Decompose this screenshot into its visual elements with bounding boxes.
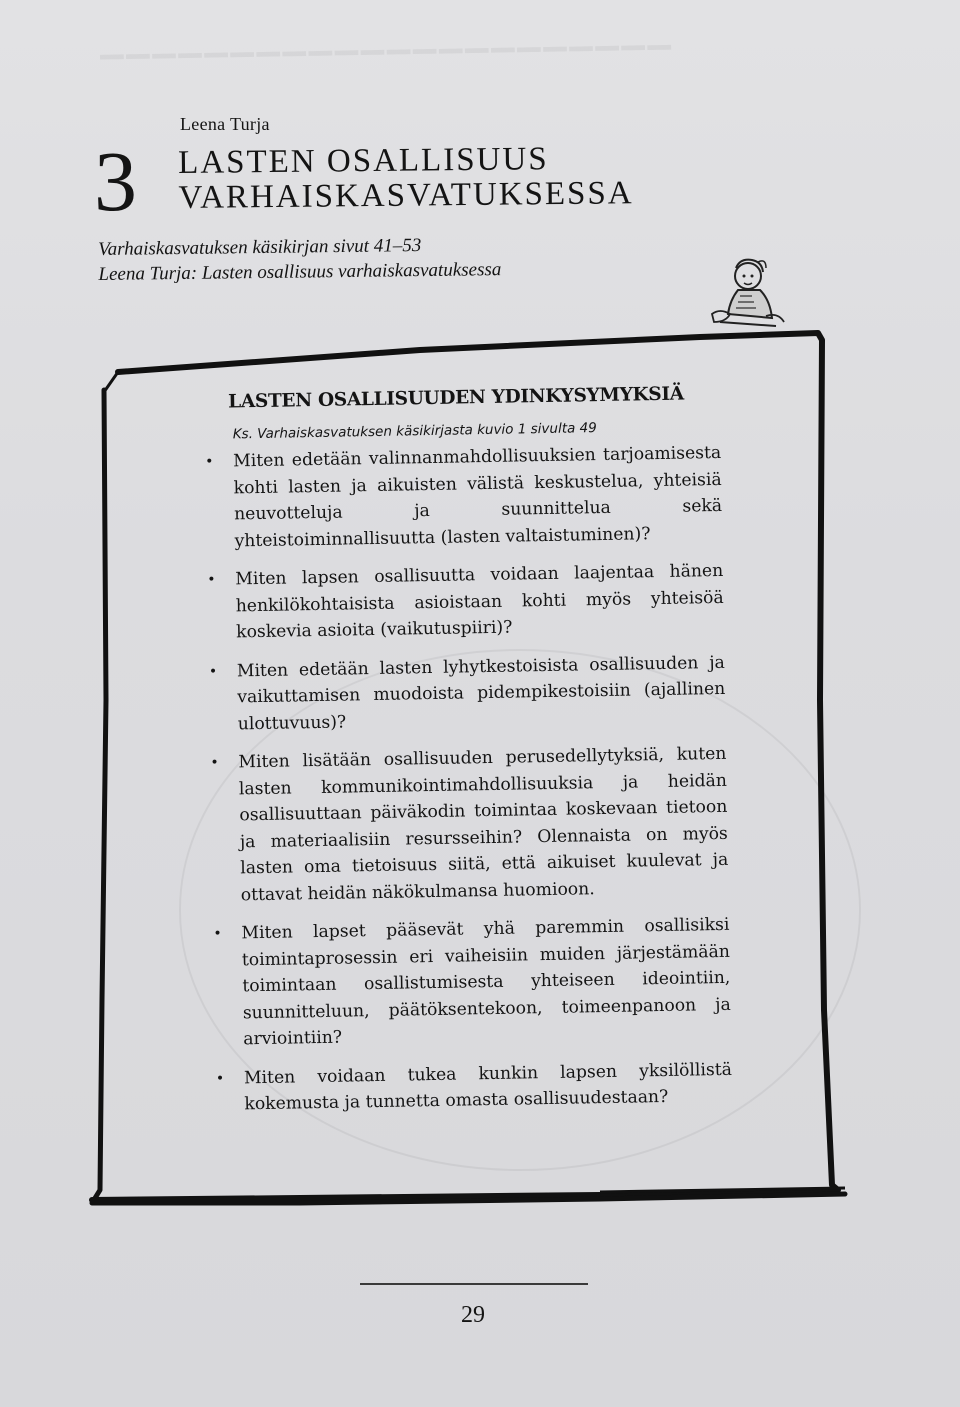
- chapter-title-line: LASTEN OSALLISUUS: [177, 141, 549, 181]
- page-number: 29: [461, 1302, 485, 1328]
- list-item: [206, 741, 729, 909]
- question-text: Miten lapset pääsevät yhä paremmin osallisiksi toimintaprosessin eri vaiheisiin muiden järjestämään toimintaan osallistumisesta yhteiseen ideointiin, suunnitteluun, päätöksentekoon, toimeenpanoon ja arviointiin?: [241, 914, 731, 1050]
- reference-line: Leena Turja: Lasten osallisuus varhaiskasvatuksessa: [98, 258, 502, 285]
- bullet: •: [207, 571, 216, 588]
- question-text: Miten voidaan tukea kunkin lapsen yksilöllistä kokemusta ja tunnetta omasta osallisuudestaan?: [243, 1059, 733, 1115]
- question-text: Miten edetään valinnanmahdollisuuksien tarjoamisesta kohti lasten ja aikuisten välistä keskustelua, yhteisiä neuvotteluja ja suunnittelua sekä yhteistoiminnallisuutta (lasten valtaistuminen)?: [233, 442, 723, 551]
- child-drawing-icon: [700, 256, 790, 334]
- chapter-number: 3: [94, 133, 137, 229]
- box-subtitle: Ks. Varhaiskasvatuksen käsikirjasta kuvio 1 sivulta 49: [232, 420, 597, 443]
- list-item: [209, 912, 731, 1054]
- bullet: •: [210, 754, 219, 771]
- footer-rule: [360, 1283, 588, 1285]
- author-name: Leena Turja: [180, 114, 270, 134]
- list-item: [201, 440, 723, 555]
- bullet: •: [215, 1070, 225, 1087]
- bullet: •: [208, 663, 218, 680]
- bullet: •: [205, 453, 214, 470]
- question-text: Miten lapsen osallisuutta voidaan laajentaa hänen henkilökohtaisista asioistaan kohti myös yhteisöä koskevia asioita (vaikutuspiiri)?: [235, 560, 724, 643]
- question-list: [201, 440, 733, 1118]
- question-text: Miten lisätään osallisuuden perusedellytyksiä, kuten lasten kommunikointimahdollisuuksia ja heidän osallisuuttaan päiväkodin toimintaa koskevaan tietoon ja materiaalisiin resursseihin? Olennaista on myös lasten oma tietoisuus siitä, että aikuiset kuulevat ja ottavat heidän näkökulmansa huomioon.: [238, 743, 729, 905]
- reference-line: Varhaiskasvatuksen käsikirjan sivut 41–53: [98, 235, 422, 260]
- box-title: LASTEN OSALLISUUDEN YDINKYSYMYKSIÄ: [227, 383, 684, 413]
- question-text: Miten edetään lasten lyhytkestoisista osallisuuden ja vaikuttamisen muodoista pidempikestoisiin (ajallinen ulottuvuus)?: [236, 652, 726, 734]
- list-item: [205, 649, 726, 738]
- list-item: [212, 1056, 733, 1118]
- chapter-title: [178, 141, 634, 215]
- bullet: •: [213, 925, 222, 942]
- reference-block: [98, 233, 501, 287]
- chapter-title-line: VARHAISKASVATUKSESSA: [178, 174, 634, 216]
- questions-box: [200, 383, 733, 1130]
- list-item: [203, 558, 724, 647]
- show-through-texture: ▁▁▁▁▁▁▁▁▁▁▁▁▁▁▁▁▁▁▁▁▁▁: [99, 15, 674, 60]
